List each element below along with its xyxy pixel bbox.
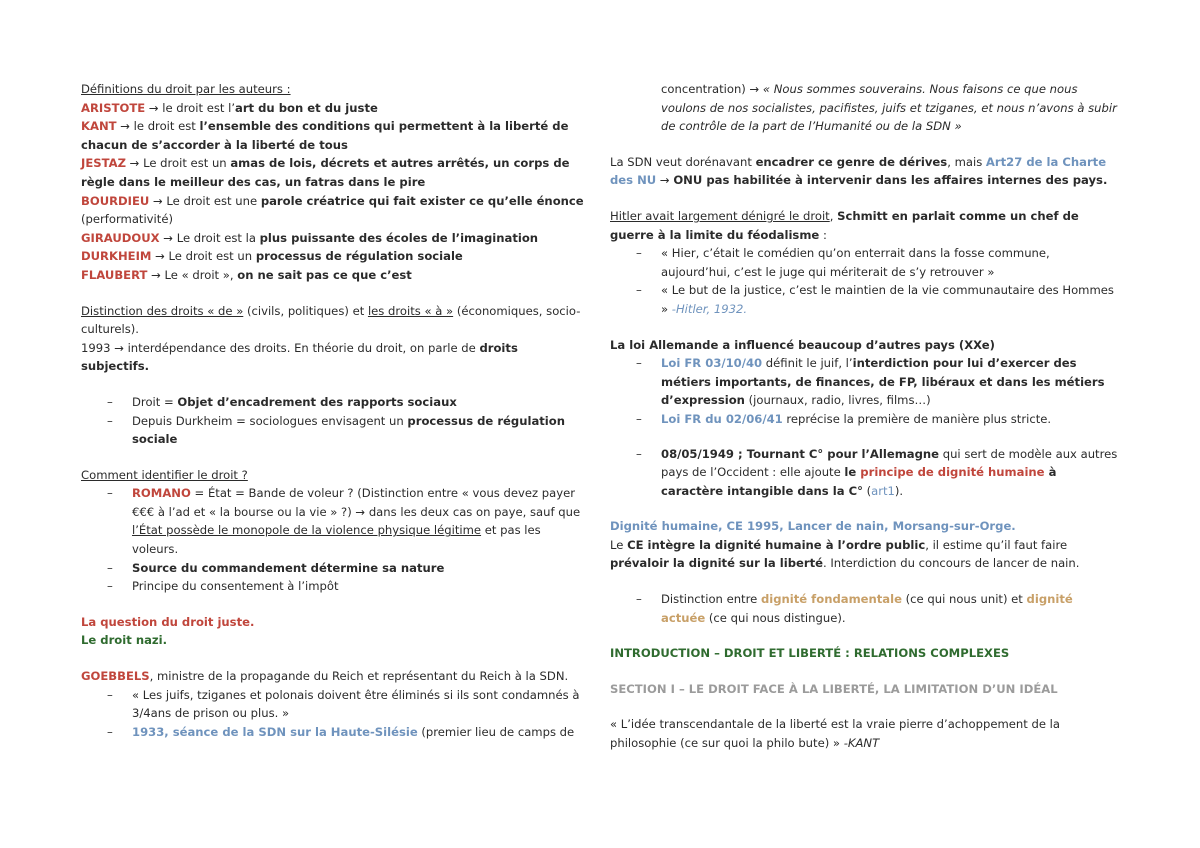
bullet-item xyxy=(610,281,1120,318)
paragraph xyxy=(610,517,1120,536)
text-run: FLAUBERT xyxy=(81,267,148,282)
text-run: Distinction entre xyxy=(661,592,761,607)
text-run: Principe du consentement à l’impôt xyxy=(132,579,339,594)
spacer xyxy=(610,500,1120,517)
text-run: BOURDIEU xyxy=(81,193,150,208)
text-run: Le droit nazi. xyxy=(81,633,168,648)
text-run: 08/05/1949 ; Tournant C° pour l’Allemagne xyxy=(661,446,940,461)
paragraph xyxy=(81,99,585,118)
text-run: (premier lieu de camps de xyxy=(417,724,575,739)
text-run: → Le droit est un xyxy=(125,156,231,171)
text-run: processus de régulation sociale xyxy=(255,249,463,264)
text-run: Droit = xyxy=(132,394,178,409)
text-run: Source du commandement détermine sa nature xyxy=(132,560,445,575)
paragraph xyxy=(610,715,1120,752)
text-run: DURKHEIM xyxy=(81,249,152,264)
spacer xyxy=(81,596,585,613)
text-run: Définitions du droit par les auteurs : xyxy=(81,82,291,96)
text-run: La question du droit juste. xyxy=(81,614,255,629)
text-run: (ce qui nous distingue). xyxy=(705,610,846,625)
paragraph xyxy=(81,154,585,191)
text-run: on ne sait pas ce que c’est xyxy=(237,267,412,282)
paragraph xyxy=(81,466,585,485)
paragraph xyxy=(81,302,585,339)
text-run: = État = Bande de voleur ? (Distinction entre « vous devez payer €€€ à l’ad et « la bourse ou la vie » ?) → dans les deux cas on paye, sauf que xyxy=(132,486,581,519)
bullet-item xyxy=(610,445,1120,501)
text-run: Schmitt en parlait comme un chef de guerre à la limite du féodalisme xyxy=(610,208,1079,242)
text-run: « Hier, c’était le comédien qu’on enterrait dans la fosse commune, aujourd’hui, c’est le juge qui mériterait de s’y retrouver » xyxy=(661,246,1050,279)
text-run: reprécise la première de manière plus stricte. xyxy=(782,411,1052,426)
bullet-item xyxy=(81,393,585,412)
text-run: 1933, séance de la SDN sur la Haute-Silésie xyxy=(132,724,418,739)
text-run: « L’idée transcendantale de la liberté est la vraie pierre d’achoppement de la philosophie (ce sur quoi la philo bute) » xyxy=(610,717,1060,751)
text-run: GOEBBELS xyxy=(81,669,150,684)
text-run: KANT xyxy=(81,119,117,134)
text-run: → Le droit est une xyxy=(149,193,261,208)
text-run: Distinction des droits « de » xyxy=(81,303,244,318)
text-run: (ce qui nous unit) et xyxy=(901,592,1027,607)
text-run: « Les juifs, tziganes et polonais doivent être éliminés si ils sont condamnés à 3/4ans de prison ou plus. » xyxy=(132,687,580,721)
text-run: (journaux, radio, livres, films…) xyxy=(744,393,931,408)
bullet-item xyxy=(610,244,1120,281)
spacer xyxy=(81,449,585,466)
text-run: Depuis Durkheim = sociologues envisagent un xyxy=(132,413,408,428)
text-run: , ministre de la propagande du Reich et représentant du Reich à la SDN. xyxy=(149,669,569,684)
text-run: parole créatrice qui fait exister ce qu’elle énonce xyxy=(260,193,584,208)
bullet-item xyxy=(610,354,1120,410)
spacer xyxy=(81,376,585,393)
text-run: → Le droit est la xyxy=(159,230,260,245)
text-run: : xyxy=(819,227,827,242)
text-run: processus de régulation sociale xyxy=(132,413,565,447)
text-run: amas de lois, décrets et autres arrêtés, un corps de règle dans le meilleur des cas, un fatras dans le pire xyxy=(81,156,570,189)
paragraph xyxy=(610,680,1120,699)
paragraph xyxy=(81,667,585,686)
text-run: droits subjectifs. xyxy=(81,340,518,374)
bullet-item xyxy=(81,484,585,558)
text-run: → Le « droit », xyxy=(147,267,238,282)
spacer xyxy=(610,136,1120,153)
text-run: La SDN veut dorénavant xyxy=(610,154,756,169)
text-run: « Nous sommes souverains. Nous faisons ce que nous voulons de nos socialistes, pacifistes, juifs et tziganes, et nous n’avons à subir de contrôle de la part de l’Humanité ou de la SDN » xyxy=(661,82,1117,134)
text-run: Loi FR du 02/06/41 xyxy=(661,411,783,426)
bullet-item xyxy=(81,559,585,578)
right-column xyxy=(610,80,1120,753)
text-run: -KANT xyxy=(843,736,880,751)
bullet-continuation xyxy=(610,80,1120,136)
paragraph xyxy=(81,192,585,229)
bullet-item xyxy=(610,410,1120,429)
text-run: principe de dignité humaine xyxy=(860,465,1045,480)
text-run: , xyxy=(829,208,838,223)
text-run: Le xyxy=(610,537,628,552)
text-run: dignité actuée xyxy=(661,592,1073,625)
text-run: « Le but de la justice, c’est le maintien de la vie communautaire des Hommes » xyxy=(661,283,1114,316)
text-run: Hitler avait largement dénigré le droit xyxy=(610,208,830,223)
text-run: prévaloir la dignité sur la liberté xyxy=(610,556,823,571)
text-run: → le droit est l’ xyxy=(145,100,236,115)
text-run: concentration) → xyxy=(661,82,763,96)
paragraph xyxy=(81,631,585,650)
text-run: 1993 → interdépendance des droits. En théorie du droit, on parle de xyxy=(81,340,480,355)
text-run: à caractère intangible dans la C° xyxy=(661,465,1057,498)
text-run: et pas les voleurs. xyxy=(132,523,541,557)
text-run: ). xyxy=(894,483,904,498)
text-run: JESTAZ xyxy=(81,156,126,171)
left-column xyxy=(81,80,585,741)
text-run: ARISTOTE xyxy=(81,100,146,115)
bullet-item xyxy=(81,412,585,449)
paragraph xyxy=(610,336,1120,355)
text-run: plus puissante des écoles de l’imagination xyxy=(259,230,539,245)
paragraph xyxy=(610,153,1120,190)
text-run: GIRAUDOUX xyxy=(81,230,160,245)
paragraph xyxy=(610,207,1120,244)
spacer xyxy=(81,650,585,667)
text-run: les droits « à » xyxy=(367,303,454,318)
text-run: définit le juif, l’ xyxy=(762,356,853,371)
text-run: art du bon et du juste xyxy=(235,100,378,115)
bullet-item xyxy=(81,577,585,596)
paragraph xyxy=(81,117,585,154)
text-run: dignité fondamentale xyxy=(760,592,902,607)
text-run: (civils, politiques) et xyxy=(243,303,368,318)
text-run: (performativité) xyxy=(81,212,173,227)
text-run: . Interdiction du concours de lancer de nain. xyxy=(822,556,1080,571)
text-run: La loi Allemande a influencé beaucoup d’autres pays (XXe) xyxy=(610,337,995,352)
text-run: Loi FR 03/10/40 xyxy=(661,356,763,371)
spacer xyxy=(610,190,1120,207)
text-run: le xyxy=(844,465,861,480)
bullet-item xyxy=(81,686,585,723)
spacer xyxy=(81,285,585,302)
text-run: l’État possède le monopole de la violence physique légitime xyxy=(132,523,482,538)
text-run: → xyxy=(656,173,674,188)
text-run: SECTION I – LE DROIT FACE À LA LIBERTÉ, LA LIMITATION D’UN IDÉAL xyxy=(610,681,1058,696)
text-run: Art27 de la Charte des NU xyxy=(610,154,1107,188)
spacer xyxy=(610,663,1120,680)
text-run: Dignité humaine, CE 1995, Lancer de nain, Morsang-sur-Orge. xyxy=(610,519,1016,534)
text-run: ( xyxy=(862,483,872,498)
paragraph xyxy=(610,536,1120,573)
text-run: interdiction pour lui d’exercer des métiers importants, de finances, de FP, libéraux et dans les métiers d’expression xyxy=(661,356,1105,408)
text-run: qui sert de modèle aux autres pays de l’Occident : elle ajoute xyxy=(661,446,1118,480)
bullet-item xyxy=(81,723,585,742)
text-run: ONU pas habilitée à intervenir dans les affaires internes des pays. xyxy=(673,173,1108,188)
paragraph xyxy=(81,613,585,632)
text-run: , mais xyxy=(947,154,986,169)
text-run: art1 xyxy=(871,483,895,498)
paragraph xyxy=(81,339,585,376)
paragraph xyxy=(81,266,585,285)
text-run: → le droit est xyxy=(116,119,200,134)
text-run: ROMANO xyxy=(132,486,191,501)
text-run: → Le droit est un xyxy=(151,249,256,264)
text-run: l’ensemble des conditions qui permettent à la liberté de chacun de s’accorder à la liberté de tous xyxy=(81,119,569,152)
text-run: , il estime qu’il faut faire xyxy=(925,537,1068,552)
spacer xyxy=(610,627,1120,644)
text-run: (économiques, socio-culturels). xyxy=(81,303,581,337)
paragraph xyxy=(81,80,585,99)
bullet-item xyxy=(610,590,1120,627)
spacer xyxy=(610,573,1120,590)
text-run: Comment identifier le droit ? xyxy=(81,467,248,482)
text-run: Objet d’encadrement des rapports sociaux xyxy=(177,394,457,409)
paragraph xyxy=(610,644,1120,663)
spacer xyxy=(610,319,1120,336)
text-run: INTRODUCTION – DROIT ET LIBERTÉ : RELATIONS COMPLEXES xyxy=(610,646,1010,661)
paragraph xyxy=(81,247,585,266)
paragraph xyxy=(81,229,585,248)
text-run: encadrer ce genre de dérives xyxy=(755,154,948,169)
text-run: -Hitler, 1932. xyxy=(671,301,748,316)
spacer xyxy=(610,698,1120,715)
text-run: CE intègre la dignité humaine à l’ordre public xyxy=(627,537,926,552)
